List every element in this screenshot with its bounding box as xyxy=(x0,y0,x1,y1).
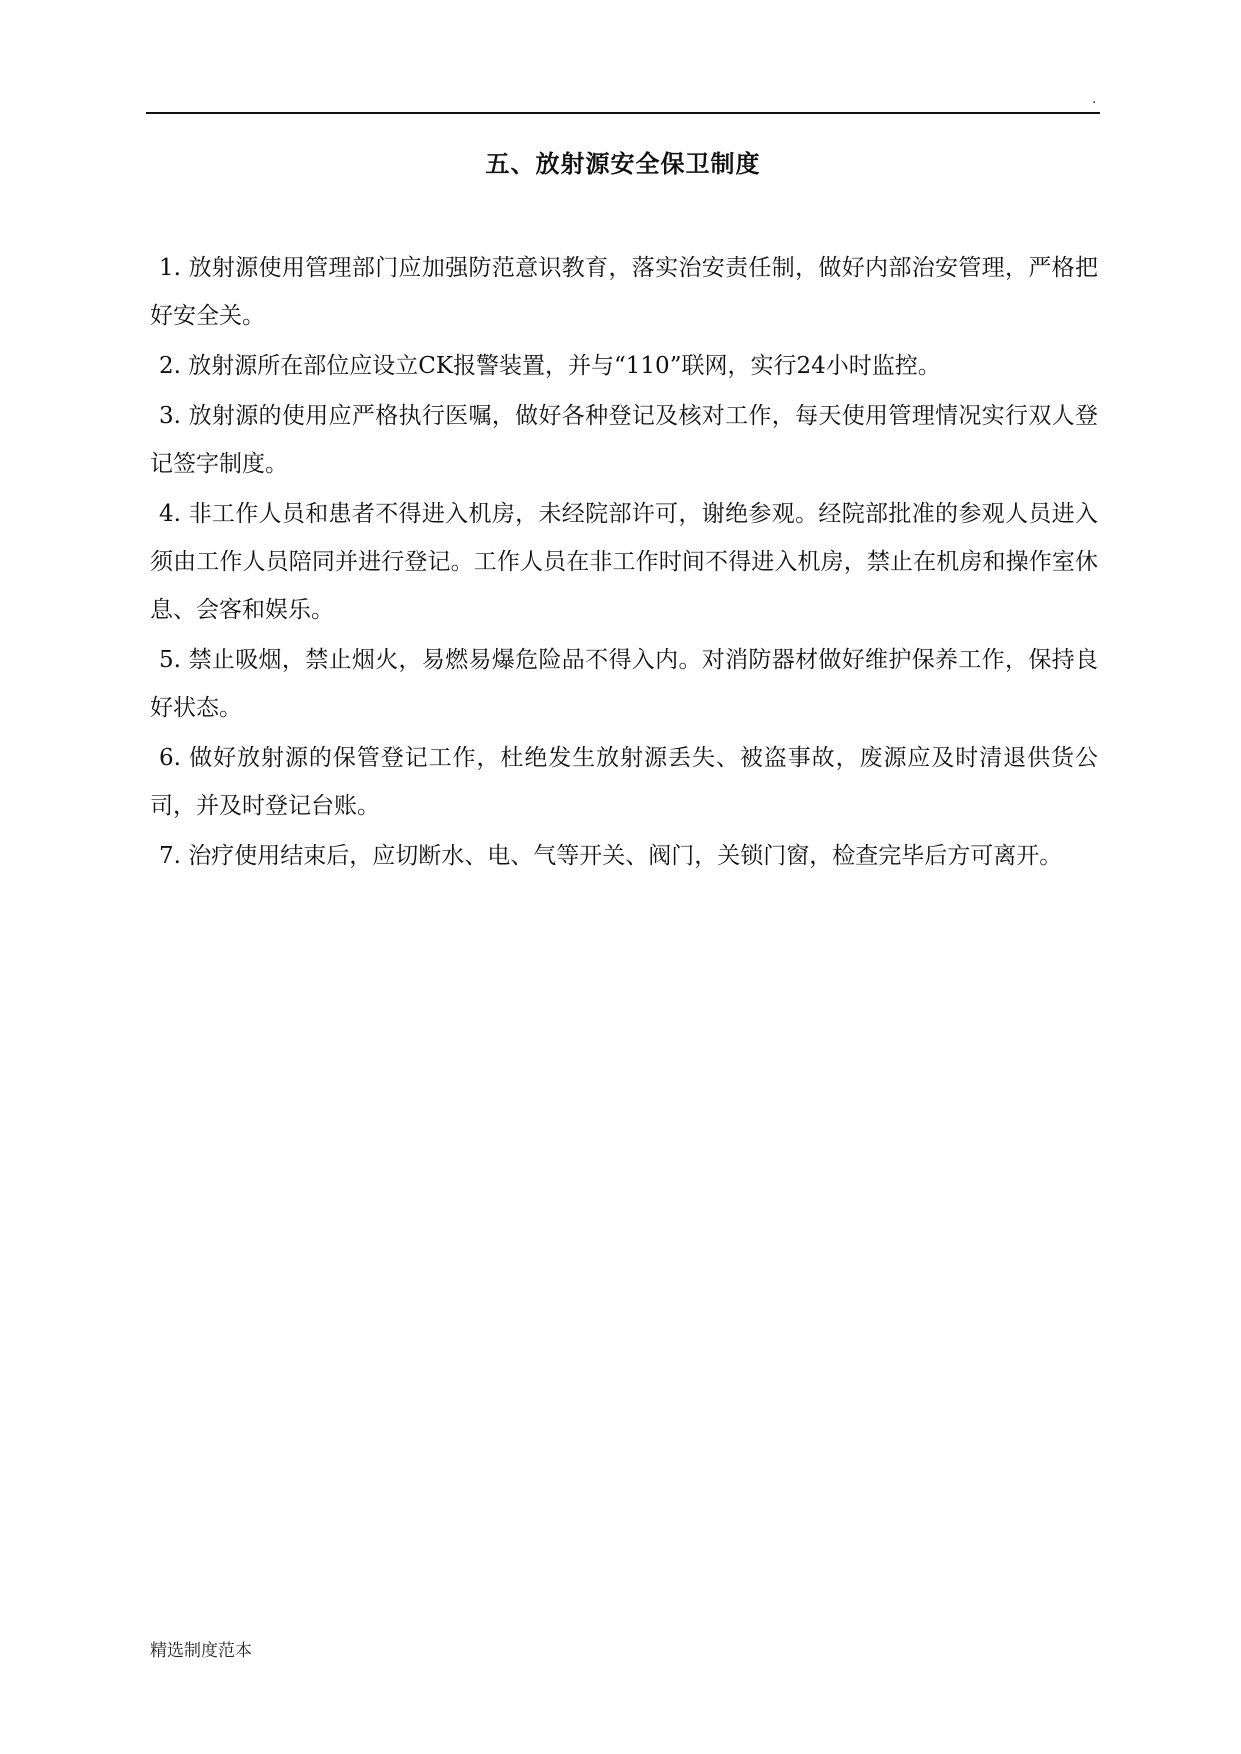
paragraph-7: 7. 治疗使用结束后，应切断水、电、气等开关、阀门，关锁门窗，检查完毕后方可离开。 xyxy=(159,843,1063,869)
paragraph-6: 6. 做好放射源的保管登记工作，杜绝发生放射源丢失、被盗事故，废源应及时清退供货公司，并及时登记台账。 xyxy=(150,745,1098,819)
header-mark: . xyxy=(1092,91,1097,107)
paragraph-1: 1. 放射源使用管理部门应加强防范意识教育，落实治安责任制，做好内部治安管理，严格把好安全关。 xyxy=(150,255,1098,329)
paragraph-5: 5. 禁止吸烟，禁止烟火，易燃易爆危险品不得入内。对消防器材做好维护保养工作，保持良好状态。 xyxy=(150,647,1098,721)
document-body xyxy=(150,244,1098,882)
paragraph-2: 2. 放射源所在部位应设立CK报警装置，并与“110”联网，实行24小时监控。 xyxy=(159,353,941,379)
paragraph-3: 3. 放射源的使用应严格执行医嘱，做好各种登记及核对工作，每天使用管理情况实行双人登记签字制度。 xyxy=(150,403,1098,477)
paragraph-4: 4. 非工作人员和患者不得进入机房，未经院部许可，谢绝参观。经院部批准的参观人员进入须由工作人员陪同并进行登记。工作人员在非工作时间不得进入机房，禁止在机房和操作室休息、会客和娱乐。 xyxy=(150,501,1098,623)
header-rule xyxy=(146,112,1100,114)
footer-text: 精选制度范本 xyxy=(150,1641,252,1661)
document-title: 五、放射源安全保卫制度 xyxy=(485,150,761,178)
